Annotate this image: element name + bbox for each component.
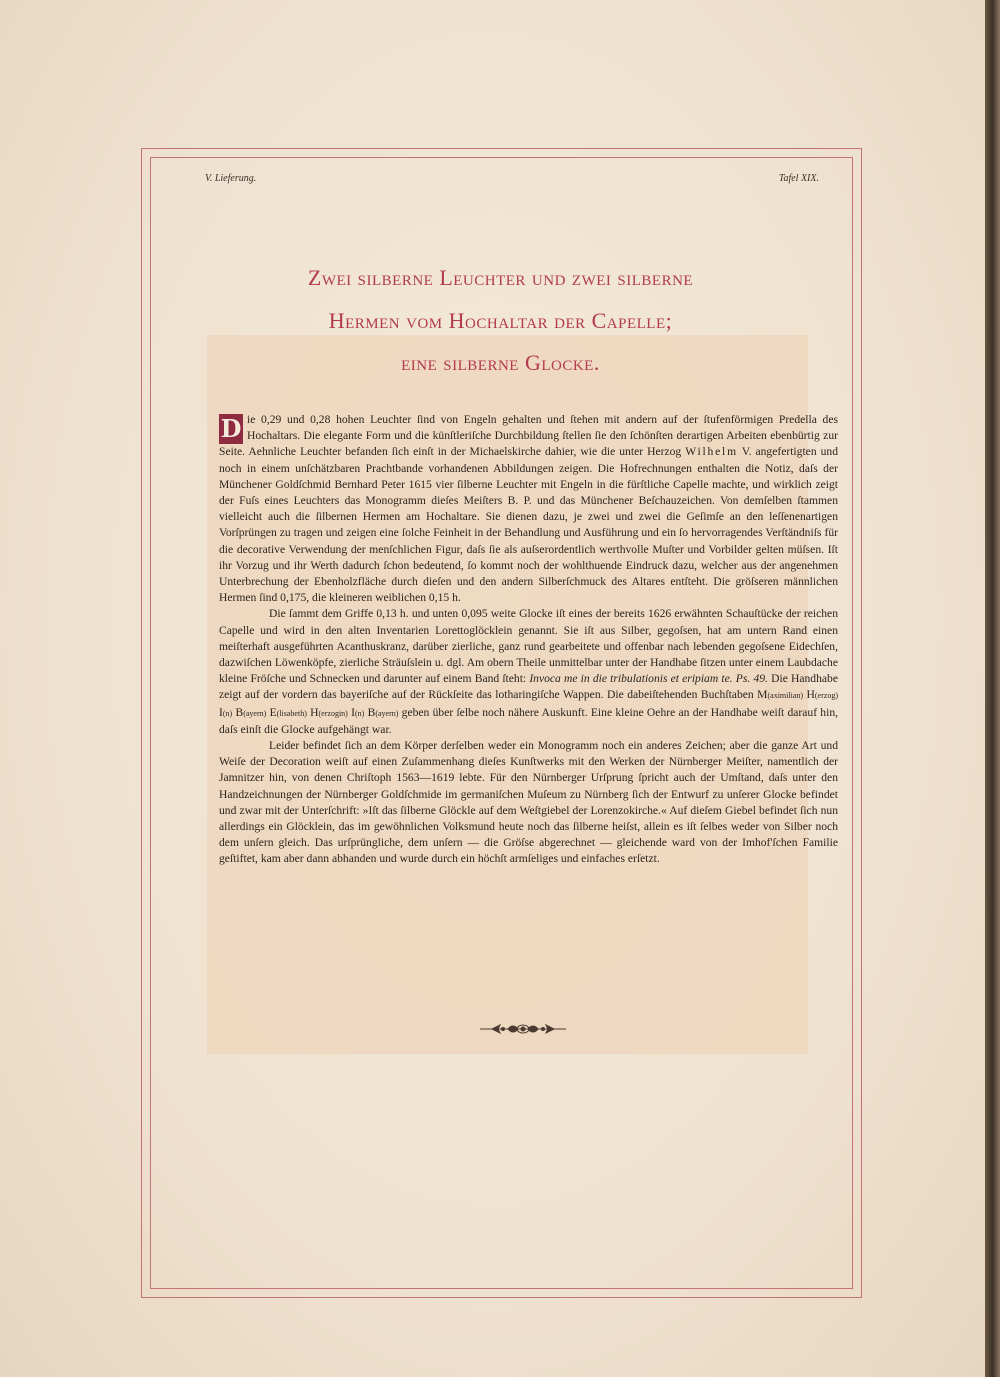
- letter-m: M(aximilian): [757, 688, 804, 702]
- bell-inscription: Invoca me in die tribulationis et eripiam te. Ps. 49.: [529, 672, 768, 686]
- book-spine-edge: [985, 0, 1000, 1377]
- paragraph-2: [219, 606, 838, 738]
- p2-text-c: geben über ſelbe noch nähere Auskunft. Eine kleine Oehre an der Handhabe weiſt darauf hin, daſs einſt die Glocke aufgehängt war.: [219, 705, 839, 736]
- title-line-2: Hermen vom Hochaltar der Capelle;: [328, 308, 673, 333]
- letter-i: I(n): [219, 705, 233, 719]
- dropcap-initial: D: [220, 414, 242, 443]
- title-line-3: eine silberne Glocke.: [401, 350, 600, 375]
- plate-number: Tafel XIX.: [778, 173, 819, 184]
- p1-text-a: ie 0,29 und 0,28 hohen Leuchter ſind von Engeln gehalten und ſtehen mit andern auf der ſtufenförmigen Predella des Hochaltars. Die elegante Form und die künſtleriſche Durchbildung ſtellen ſie den ſchönſten derartigen Arbeiten ebenbürtig zur Seite. Aehnliche Leuchter befanden ſich einſt in der Michaelskirche dahier, wie die unter Herzog: [219, 413, 838, 459]
- letter-h2: H(erzogin): [310, 705, 348, 719]
- letter-e: E(lisabeth): [269, 705, 307, 719]
- body-text: [219, 412, 838, 868]
- p2-text-b: Die Handhabe zeigt auf der vordern das bayeriſche auf der Rückſeite das lotharingiſche Wappen. Die dabeiſtehenden Buchſtaben: [219, 672, 838, 702]
- paragraph-1: [219, 412, 838, 606]
- letter-h: H(erzog): [806, 688, 838, 702]
- letter-b2: B(ayern): [367, 705, 399, 719]
- title-line-1: Zwei silberne Leuchter und zwei silberne: [307, 265, 694, 290]
- letter-b: B(ayern): [235, 705, 267, 719]
- paragraph-3: Leider befindet ſich an dem Körper derſelben weder ein Monogramm noch ein anderes Zeichen; aber die ganze Art und Weiſe der Decoration weiſt auf einen Zuſammenhang dieſes Kunſtwerks mit den Werken der Nürnberger Meiſter, namentlich der Jamnitzer hin, von denen Chriſtoph 1563—1619 lebte. Für den Nürnberger Urſprung ſpricht auch der Umſtand, daſs unter den Handzeichnungen der Nürnberger Goldſchmide im germaniſchen Muſeum zu Nürnberg ſich der Entwurf zu unſerer Glocke befindet und zwar mit der Unterſchrift: »Iſt das ſilberne Glöckle auf dem Weſtgiebel der Lorenzokirche.« Auf dieſem Giebel befindet ſich nun allerdings ein Glöcklein, das im gewöhnlichen Volksmund heute noch das ſilberne heiſst, allein es iſt ſelbes weder von Silber noch dem unſern gleich. Das urſprüngliche, dem unſern — die Gröſse abgerechnet — gleichende ward von der Imhof'ſchen Familie geſtiftet, kam aber dann abhanden und wurde durch ein höchſt armſeliges und einfaches erſetzt.: [219, 739, 838, 866]
- p2-text-a: Die ſammt dem Griffe 0,13 h. und unten 0,095 weite Glocke iſt eines der bereits 1626 erwähnten Schauſtücke der reichen Capelle und wird in den alten Inventarien Lorettoglöcklein genannt. Sie iſt aus Silber, gegoſsen, hat am untern Rand einen meiſterhaft ausgeführten Acanthuskranz, darüber zierliche, ganz rund gearbeitete und offenbar nach lebenden gegoſsene Eidechſen, dazwiſchen Löwenköpfe, zierliche Sträuſslein u. dgl. Am obern Theile unmittelbar unter der Handhabe ſitzen unter einem Laubdache kleine Fröſche und Schnecken und darunter auf einem Band ſteht:: [219, 607, 838, 686]
- p1-name-spaced: Wilhelm: [685, 445, 738, 459]
- p1-text-b: V. angefertigten und noch in einem unſchätzbaren Prachtbande vorhandenen Abbildungen zeigen. Die Hofrechnungen enthalten die Notiz, daſs der Münchener Goldſchmid Bernhard Peter 1615 vier ſilberne Leuchter mit Engeln in die fürſtliche Capelle machte, und wirklich zeigt der Fuſs eines Leuchters das Monogramm dieſes Meiſters B. P. und das Münchener Beſchauzeichen. Von demſelben ſtammen vielleicht auch die ſilbernen Hermen am Hochaltare. Sie dienen dazu, je zwei und zwei die Geſimſe an den leſſenenartigen Vorſprüngen zu tragen und zeigen eine ſolche Feinheit in der Behandlung und Ausführung und ein ſo hervorragendes Verſtändniſs für die decorative Verwendung der menſchlichen Figur, daſs ſie als auſserordentlich werthvolle Muſter und Vorbilder gelten müſsen. Iſt ihr Vorzug und ihr Werth dadurch ſchon bedeutend, ſo kommt noch der wohlthuende Eindruck dazu, welcher aus der angenehmen Unterbrechung der Ebenholzfläche durch dieſen und den andern Silberſchmuck des Altares entſteht. Die gröſseren männlichen Hermen ſind 0,175, die kleineren weiblichen 0,15 h.: [219, 445, 838, 605]
- letter-i2: I(n): [351, 705, 365, 719]
- delivery-label: V. Lieferung.: [205, 173, 257, 184]
- floral-divider-ornament: [478, 1019, 568, 1039]
